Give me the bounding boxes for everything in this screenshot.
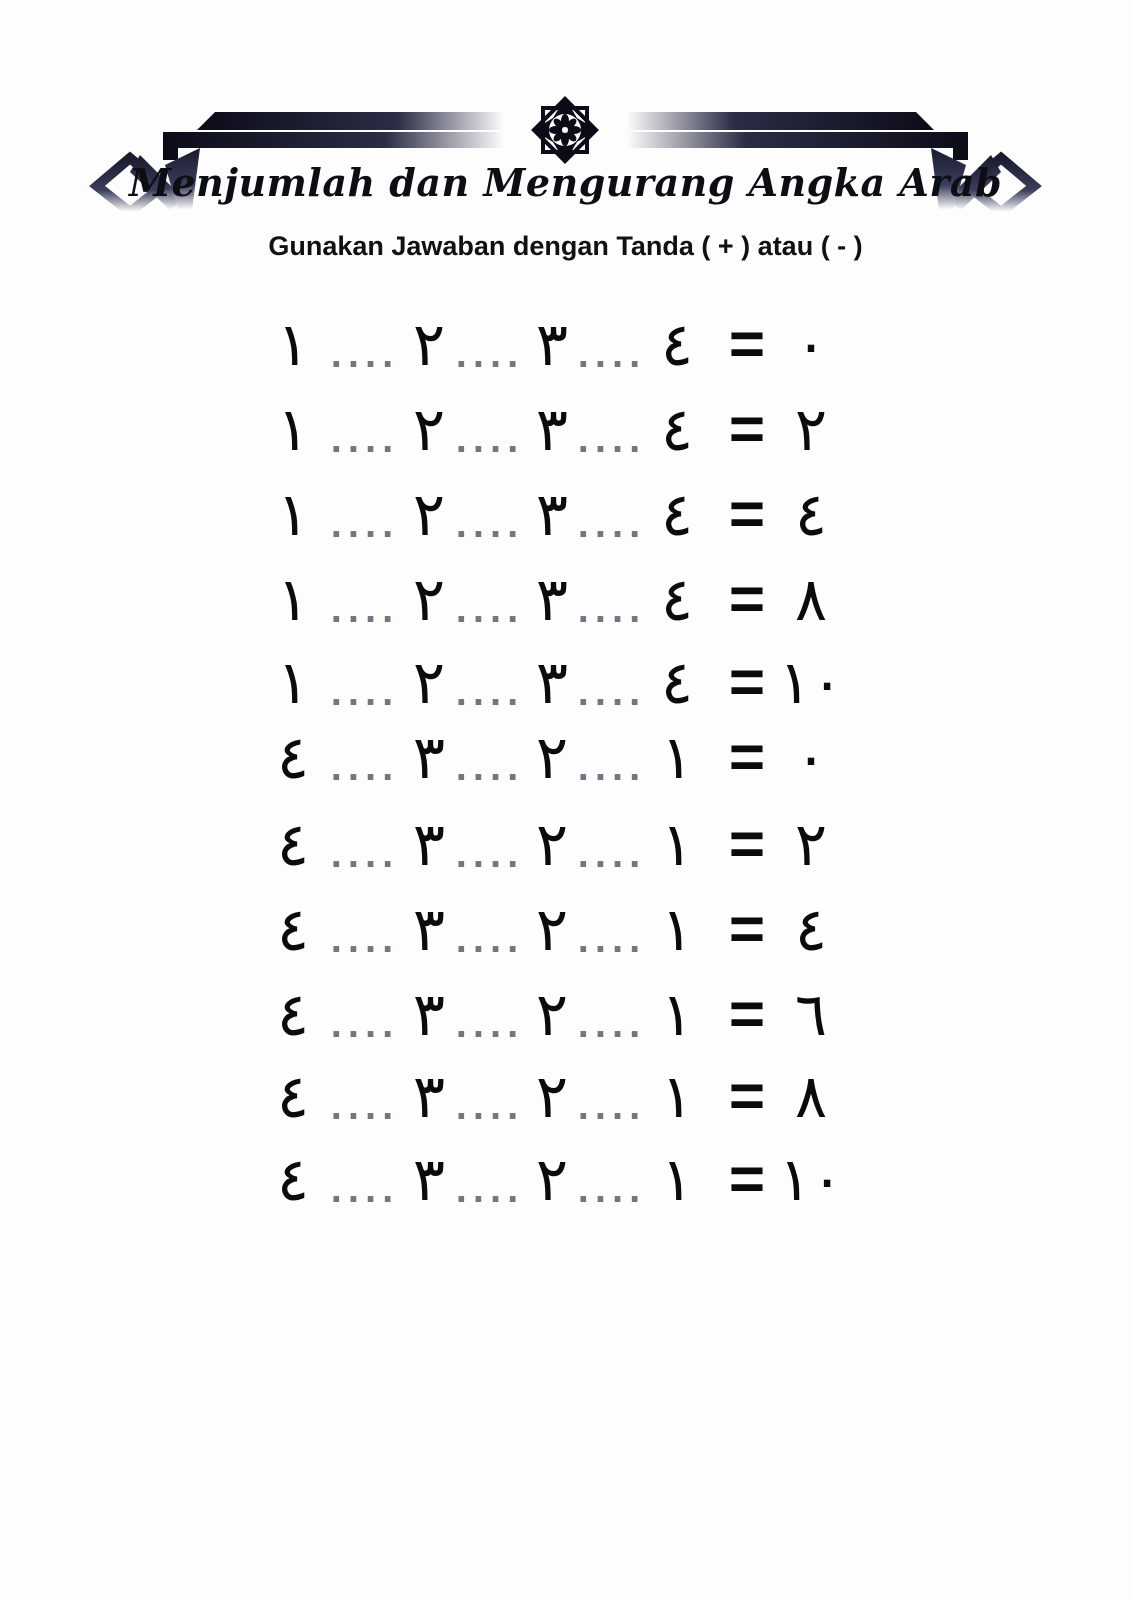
result: ٠ [794,310,828,380]
operand-1: ٤ [276,723,310,793]
equals-sign: = [728,1062,766,1131]
page-title: Menjumlah dan Mengurang Angka Arab [128,160,1003,205]
blank-2[interactable]: .... [455,832,525,876]
problem-row [0,800,1131,890]
operand-1: ٤ [276,895,310,965]
result: ٤ [794,480,828,550]
blank-3[interactable]: .... [577,917,647,961]
blank-1[interactable]: .... [330,417,400,461]
operand-2: ٢ [412,565,446,635]
blank-3[interactable]: .... [577,417,647,461]
blank-2[interactable]: .... [455,1002,525,1046]
operand-3: ٣ [535,565,569,635]
result: ٠ [794,723,828,793]
blank-2[interactable]: .... [455,332,525,376]
blank-3[interactable]: .... [577,670,647,714]
operand-2: ٣ [412,895,446,965]
equals-sign: = [728,395,766,464]
blank-3[interactable]: .... [577,1167,647,1211]
problem-row [0,1052,1131,1142]
blank-1[interactable]: .... [330,502,400,546]
blank-2[interactable]: .... [455,670,525,714]
blank-1[interactable]: .... [330,917,400,961]
equals-sign: = [728,980,766,1049]
equals-sign: = [728,648,766,717]
blank-2[interactable]: .... [455,502,525,546]
problem-row [0,970,1131,1060]
operand-1: ١ [276,395,310,465]
operand-3: ٢ [535,1145,569,1215]
operand-4: ٤ [660,480,694,550]
result: ١٠ [778,1145,844,1215]
operand-4: ١ [660,1145,694,1215]
operand-1: ٤ [276,980,310,1050]
blank-1[interactable]: .... [330,587,400,631]
blank-1[interactable]: .... [330,745,400,789]
problem-row [0,885,1131,975]
problem-row [0,385,1131,475]
operand-4: ٤ [660,565,694,635]
blank-3[interactable]: .... [577,587,647,631]
result: ٨ [794,1062,828,1132]
blank-2[interactable]: .... [455,1084,525,1128]
blank-3[interactable]: .... [577,745,647,789]
operand-4: ٤ [660,648,694,718]
blank-2[interactable]: .... [455,917,525,961]
operand-4: ١ [660,723,694,793]
operand-2: ٢ [412,395,446,465]
operand-3: ٣ [535,395,569,465]
blank-3[interactable]: .... [577,332,647,376]
operand-2: ٢ [412,648,446,718]
operand-3: ٢ [535,723,569,793]
operand-1: ٤ [276,1145,310,1215]
operand-3: ٢ [535,1062,569,1132]
problem-row [0,470,1131,560]
operand-3: ٢ [535,810,569,880]
result: ٤ [794,895,828,965]
result: ٦ [794,980,828,1050]
blank-2[interactable]: .... [455,417,525,461]
blank-3[interactable]: .... [577,1002,647,1046]
operand-4: ٤ [660,310,694,380]
blank-1[interactable]: .... [330,332,400,376]
operand-1: ٤ [276,1062,310,1132]
result: ٢ [794,810,828,880]
blank-1[interactable]: .... [330,1002,400,1046]
blank-1[interactable]: .... [330,1084,400,1128]
equals-sign: = [728,480,766,549]
operand-1: ٤ [276,810,310,880]
operand-2: ٣ [412,1145,446,1215]
operand-3: ٢ [535,980,569,1050]
problem-row [0,555,1131,645]
operand-1: ١ [276,648,310,718]
result: ٢ [794,395,828,465]
operand-1: ١ [276,310,310,380]
operand-3: ٣ [535,648,569,718]
operand-4: ١ [660,1062,694,1132]
problem-row [0,713,1131,803]
equals-sign: = [728,1145,766,1214]
operand-4: ١ [660,980,694,1050]
instructions: Gunakan Jawaban dengan Tanda ( + ) atau ( - ) [268,231,863,261]
equals-sign: = [728,723,766,792]
blank-3[interactable]: .... [577,502,647,546]
operand-4: ١ [660,810,694,880]
problem-row [0,300,1131,390]
operand-2: ٣ [412,980,446,1050]
blank-2[interactable]: .... [455,1167,525,1211]
operand-2: ٣ [412,723,446,793]
operand-1: ١ [276,480,310,550]
problem-list [0,300,1131,1220]
result: ٨ [794,565,828,635]
operand-3: ٣ [535,310,569,380]
flower-medallion-icon [533,98,597,162]
operand-2: ٣ [412,1062,446,1132]
operand-2: ٢ [412,310,446,380]
operand-2: ٣ [412,810,446,880]
blank-1[interactable]: .... [330,670,400,714]
problem-row [0,1135,1131,1225]
operand-3: ٢ [535,895,569,965]
operand-1: ١ [276,565,310,635]
blank-2[interactable]: .... [455,745,525,789]
equals-sign: = [728,565,766,634]
blank-1[interactable]: .... [330,832,400,876]
equals-sign: = [728,310,766,379]
blank-2[interactable]: .... [455,587,525,631]
blank-1[interactable]: .... [330,1167,400,1211]
equals-sign: = [728,810,766,879]
operand-3: ٣ [535,480,569,550]
blank-3[interactable]: .... [577,1084,647,1128]
operand-2: ٢ [412,480,446,550]
operand-4: ٤ [660,395,694,465]
operand-4: ١ [660,895,694,965]
result: ١٠ [778,648,844,718]
blank-3[interactable]: .... [577,832,647,876]
header-banner [0,0,1131,230]
equals-sign: = [728,895,766,964]
